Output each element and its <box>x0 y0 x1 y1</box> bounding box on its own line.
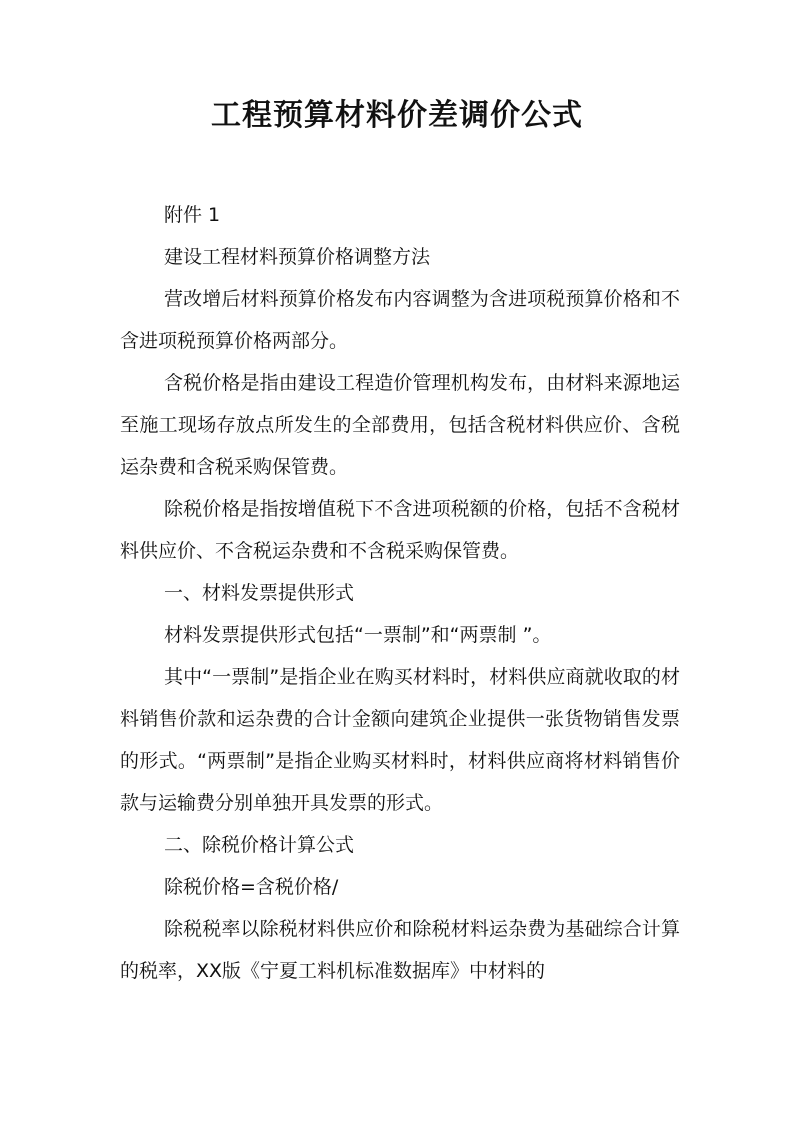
paragraph-attachment-label: 附件 1 <box>164 204 221 226</box>
paragraph-section-heading: 建设工程材料预算价格调整方法 <box>164 246 431 268</box>
paragraph: 含税价格是指由建设工程造价管理机构发布，由材料来源地运至施工现场存放点所发生的全部费用，包括含税材料供应价、含税运杂费和含税采购保管费。 <box>120 372 680 478</box>
paragraph: 材料发票提供形式包括“一票制”和“两票制 ”。 <box>164 624 552 646</box>
paragraph: 营改增后材料预算价格发布内容调整为含进项税预算价格和不含进项税预算价格两部分。 <box>120 288 680 352</box>
paragraph-heading-1: 一、材料发票提供形式 <box>164 582 355 604</box>
paragraph-formula: 除税价格=含税价格/ <box>164 876 339 898</box>
document-title: 工程预算材料价差调价公式 <box>211 98 583 133</box>
paragraph: 除税税率以除税材料供应价和除税材料运杂费为基础综合计算的税率，XX版《宁夏工料机标准数据库》中材料的 <box>120 918 680 982</box>
document-body <box>120 194 680 992</box>
paragraph: 其中“一票制”是指企业在购买材料时，材料供应商就收取的材料销售价款和运杂费的合计金额向建筑企业提供一张货物销售发票的形式。“两票制”是指企业购买材料时，材料供应商将材料销售价款与运输费分别单独开具发票的形式。 <box>120 666 680 814</box>
paragraph: 除税价格是指按增值税下不含进项税额的价格，包括不含税材料供应价、不含税运杂费和不含税采购保管费。 <box>120 498 680 562</box>
paragraph-heading-2: 二、除税价格计算公式 <box>164 834 355 856</box>
